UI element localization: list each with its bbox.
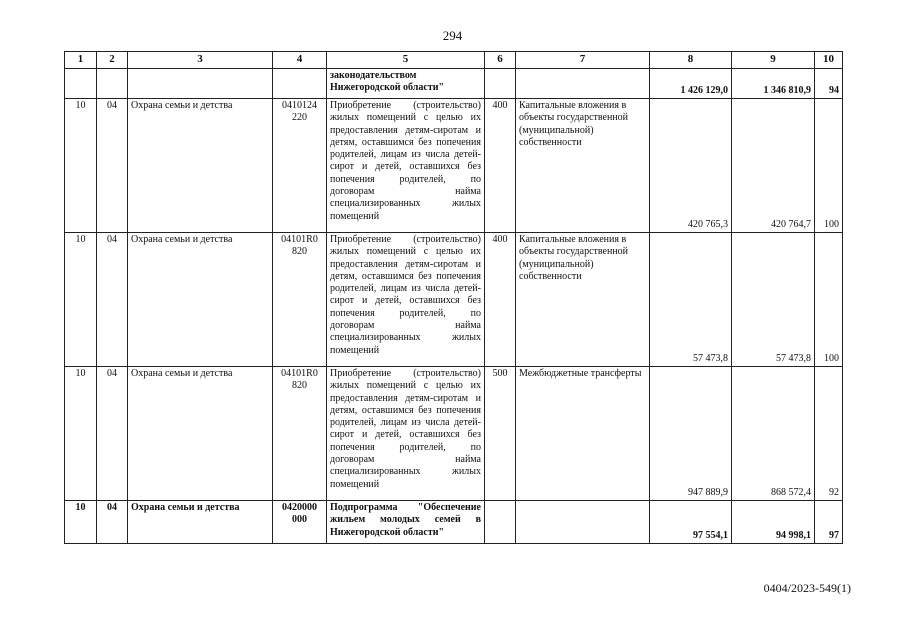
table-row	[65, 501, 843, 544]
article-name: Приобретение (строительство) жилых помещений с целью их предоставления детям-сиротам и детям, оставшимся без попечения родителей, лицам из числа детей-сирот и детей, оставшихся без попечения родителей, по договорам найма специализированных жилых помещений	[327, 233, 485, 367]
header-cell: 6	[485, 52, 516, 69]
header-cell: 8	[650, 52, 732, 69]
expense-type-code	[485, 501, 516, 544]
budget-table	[64, 51, 843, 544]
header-row	[65, 52, 843, 69]
subsection-name	[128, 69, 273, 99]
execution-percent: 94	[815, 69, 843, 99]
section-code: 10	[65, 99, 97, 233]
execution-percent: 92	[815, 367, 843, 501]
target-article-code: 0410124 220	[273, 99, 327, 233]
header-cell: 1	[65, 52, 97, 69]
document-code: 0404/2023-549(1)	[763, 581, 851, 595]
section-code: 10	[65, 501, 97, 544]
actual-amount: 1 346 810,9	[732, 69, 815, 99]
planned-amount: 57 473,8	[650, 233, 732, 367]
subsection-code: 04	[97, 233, 128, 367]
header-cell: 10	[815, 52, 843, 69]
expense-type-code: 400	[485, 233, 516, 367]
article-name: Приобретение (строительство) жилых помещений с целью их предоставления детям-сиротам и детям, оставшимся без попечения родителей, лицам из числа детей-сирот и детей, оставшихся без попечения родителей, по договорам найма специализированных жилых помещений	[327, 99, 485, 233]
expense-type-name	[516, 501, 650, 544]
subsection-code: 04	[97, 501, 128, 544]
target-article-code: 04101R0 820	[273, 233, 327, 367]
planned-amount: 947 889,9	[650, 367, 732, 501]
table-row	[65, 367, 843, 501]
subsection-name: Охрана семьи и детства	[128, 233, 273, 367]
header-cell: 4	[273, 52, 327, 69]
section-code: 10	[65, 367, 97, 501]
header-cell: 2	[97, 52, 128, 69]
section-code: 10	[65, 233, 97, 367]
expense-type-name: Капитальные вложения в объекты государственной (муниципальной) собственности	[516, 99, 650, 233]
actual-amount: 94 998,1	[732, 501, 815, 544]
subsection-code: 04	[97, 367, 128, 501]
actual-amount: 420 764,7	[732, 99, 815, 233]
execution-percent: 100	[815, 99, 843, 233]
subsection-code	[97, 69, 128, 99]
article-name: законодательством Нижегородской области"	[327, 69, 485, 99]
subsection-name: Охрана семьи и детства	[128, 367, 273, 501]
header-cell: 7	[516, 52, 650, 69]
execution-percent: 97	[815, 501, 843, 544]
article-name: Подпрограмма "Обеспечение жильем молодых семей в Нижегородской области"	[327, 501, 485, 544]
execution-percent: 100	[815, 233, 843, 367]
subsection-code: 04	[97, 99, 128, 233]
header-cell: 3	[128, 52, 273, 69]
planned-amount: 97 554,1	[650, 501, 732, 544]
header-cell: 9	[732, 52, 815, 69]
planned-amount: 1 426 129,0	[650, 69, 732, 99]
subsection-name: Охрана семьи и детства	[128, 501, 273, 544]
page-number: 294	[442, 28, 463, 43]
table-row	[65, 69, 843, 99]
expense-type-code: 400	[485, 99, 516, 233]
table-row	[65, 233, 843, 367]
target-article-code: 04101R0 820	[273, 367, 327, 501]
expense-type-name	[516, 69, 650, 99]
expense-type-name: Межбюджетные трансферты	[516, 367, 650, 501]
expense-type-name: Капитальные вложения в объекты государственной (муниципальной) собственности	[516, 233, 650, 367]
actual-amount: 57 473,8	[732, 233, 815, 367]
section-code	[65, 69, 97, 99]
actual-amount: 868 572,4	[732, 367, 815, 501]
target-article-code: 0420000 000	[273, 501, 327, 544]
planned-amount: 420 765,3	[650, 99, 732, 233]
expense-type-code: 500	[485, 367, 516, 501]
expense-type-code	[485, 69, 516, 99]
subsection-name: Охрана семьи и детства	[128, 99, 273, 233]
article-name: Приобретение (строительство) жилых помещений с целью их предоставления детям-сиротам и детям, оставшимся без попечения родителей, лицам из числа детей-сирот и детей, оставшихся без попечения родителей, по договорам найма специализированных жилых помещений	[327, 367, 485, 501]
header-cell: 5	[327, 52, 485, 69]
table-row	[65, 99, 843, 233]
target-article-code	[273, 69, 327, 99]
